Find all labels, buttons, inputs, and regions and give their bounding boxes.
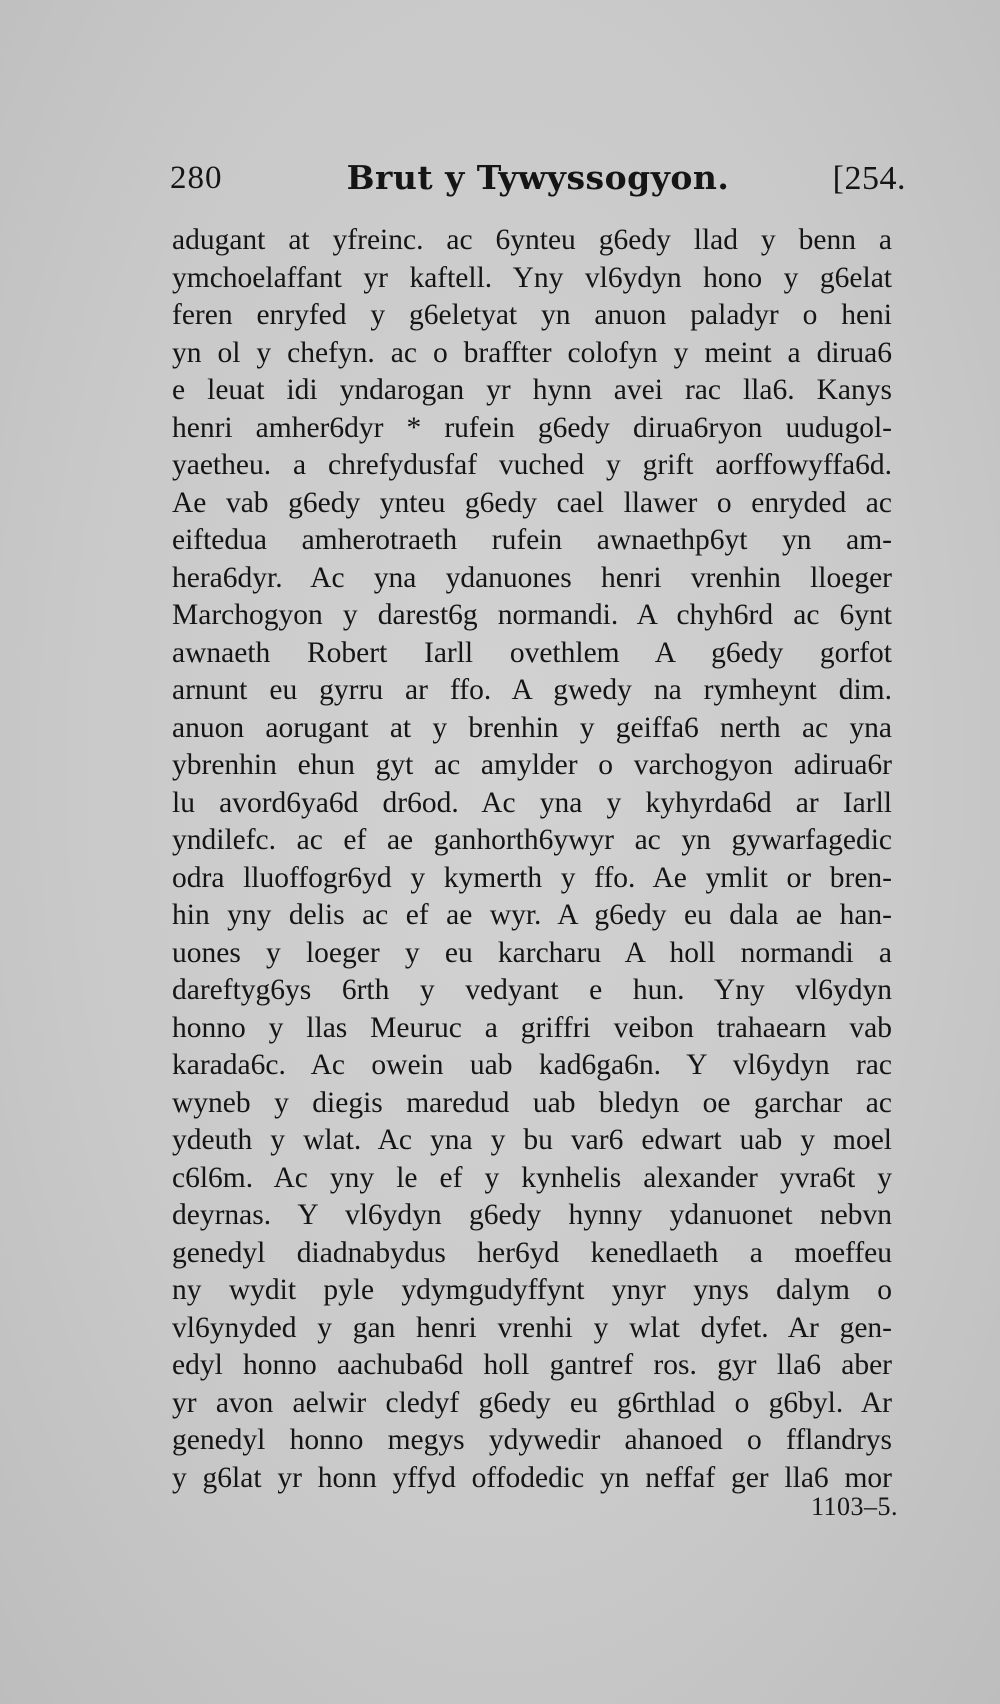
text-line: odra lluoffogr6yd y kymerth y ffo. Ae ymlit or bren- (172, 861, 892, 894)
text-line: wyneb y diegis maredud uab bledyn oe garchar ac (172, 1086, 892, 1119)
page-header (170, 160, 906, 214)
year-reference: [254. (832, 160, 906, 197)
text-line: dareftyg6ys 6rth y vedyant e hun. Yny vl6ydyn (172, 974, 892, 1006)
text-line: hera6dyr. Ac yna ydanuones henri vrenhin lloeger (172, 561, 892, 594)
text-line: eiftedua amherotraeth rufein awnaethp6yt yn am- (172, 524, 892, 556)
text-line: henri amher6dyr * rufein g6edy dirua6ryon uudugol- (172, 411, 892, 444)
text-line: genedyl honno megys ydywedir ahanoed o fflandrys (172, 1424, 892, 1456)
running-title: Brut y Tywyssogyon. (346, 158, 730, 197)
text-line: edyl honno aachuba6d holl gantref ros. gyr lla6 aber (172, 1349, 892, 1381)
text-line: karada6c. Ac owein uab kad6ga6n. Y vl6ydyn rac (172, 1049, 892, 1081)
text-line: hin yny delis ac ef ae wyr. A g6edy eu dala ae han- (172, 899, 892, 931)
text-line: Marchogyon y darest6g normandi. A chyh6rd ac 6ynt (172, 599, 892, 631)
text-line: awnaeth Robert Iarll ovethlem A g6edy gorfot (172, 636, 892, 669)
text-line: uones y loeger y eu karcharu A holl normandi a (172, 936, 892, 969)
text-line: genedyl diadnabydus her6yd kenedlaeth a moeffeu (172, 1236, 892, 1269)
text-line: ymchoelaffant yr kaftell. Yny vl6ydyn hono y g6elat (172, 261, 892, 294)
text-line: ybrenhin ehun gyt ac amylder o varchogyon adirua6r (172, 749, 892, 781)
catchword-year-range: 1103–5. (810, 1492, 898, 1521)
text-line: yndilefc. ac ef ae ganhorth6ywyr ac yn gywarfagedic (172, 824, 892, 856)
text-line: deyrnas. Y vl6ydyn g6edy hynny ydanuonet nebvn (172, 1199, 892, 1231)
text-line: yaetheu. a chrefydusfaf vuched y grift aorffowyffa6d. (172, 449, 892, 481)
text-line: yn ol y chefyn. ac o braffter colofyn y meint a dirua6 (172, 336, 892, 369)
text-line: vl6ynyded y gan henri vrenhi y wlat dyfet. Ar gen- (172, 1311, 892, 1344)
text-line: e leuat idi yndarogan yr hynn avei rac lla6. Kanys (172, 374, 892, 406)
text-line: arnunt eu gyrru ar ffo. A gwedy na rymheynt dim. (172, 674, 892, 706)
text-line: adugant at yfreinc. ac 6ynteu g6edy llad y benn a (172, 224, 892, 256)
page-number: 280 (170, 160, 223, 196)
text-line: yr avon aelwir cledyf g6edy eu g6rthlad o g6byl. Ar (172, 1386, 892, 1419)
body-text (172, 222, 892, 1497)
text-line: y g6lat yr honn yffyd offodedic yn neffaf ger lla6 mor (172, 1461, 892, 1494)
text-line: Ae vab g6edy ynteu g6edy cael llawer o enryded ac (172, 486, 892, 519)
text-line: honno y llas Meuruc a griffri veibon trahaearn vab (172, 1011, 892, 1044)
text-line: lu avord6ya6d dr6od. Ac yna y kyhyrda6d ar Iarll (172, 786, 892, 819)
text-line: c6l6m. Ac yny le ef y kynhelis alexander yvra6t y (172, 1161, 892, 1194)
text-line: feren enryfed y g6eletyat yn anuon paladyr o heni (172, 299, 892, 331)
text-line: ny wydit pyle ydymgudyffynt ynyr ynys dalym o (172, 1274, 892, 1306)
text-line: anuon aorugant at y brenhin y geiffa6 nerth ac yna (172, 711, 892, 744)
text-line: ydeuth y wlat. Ac yna y bu var6 edwart uab y moel (172, 1124, 892, 1156)
